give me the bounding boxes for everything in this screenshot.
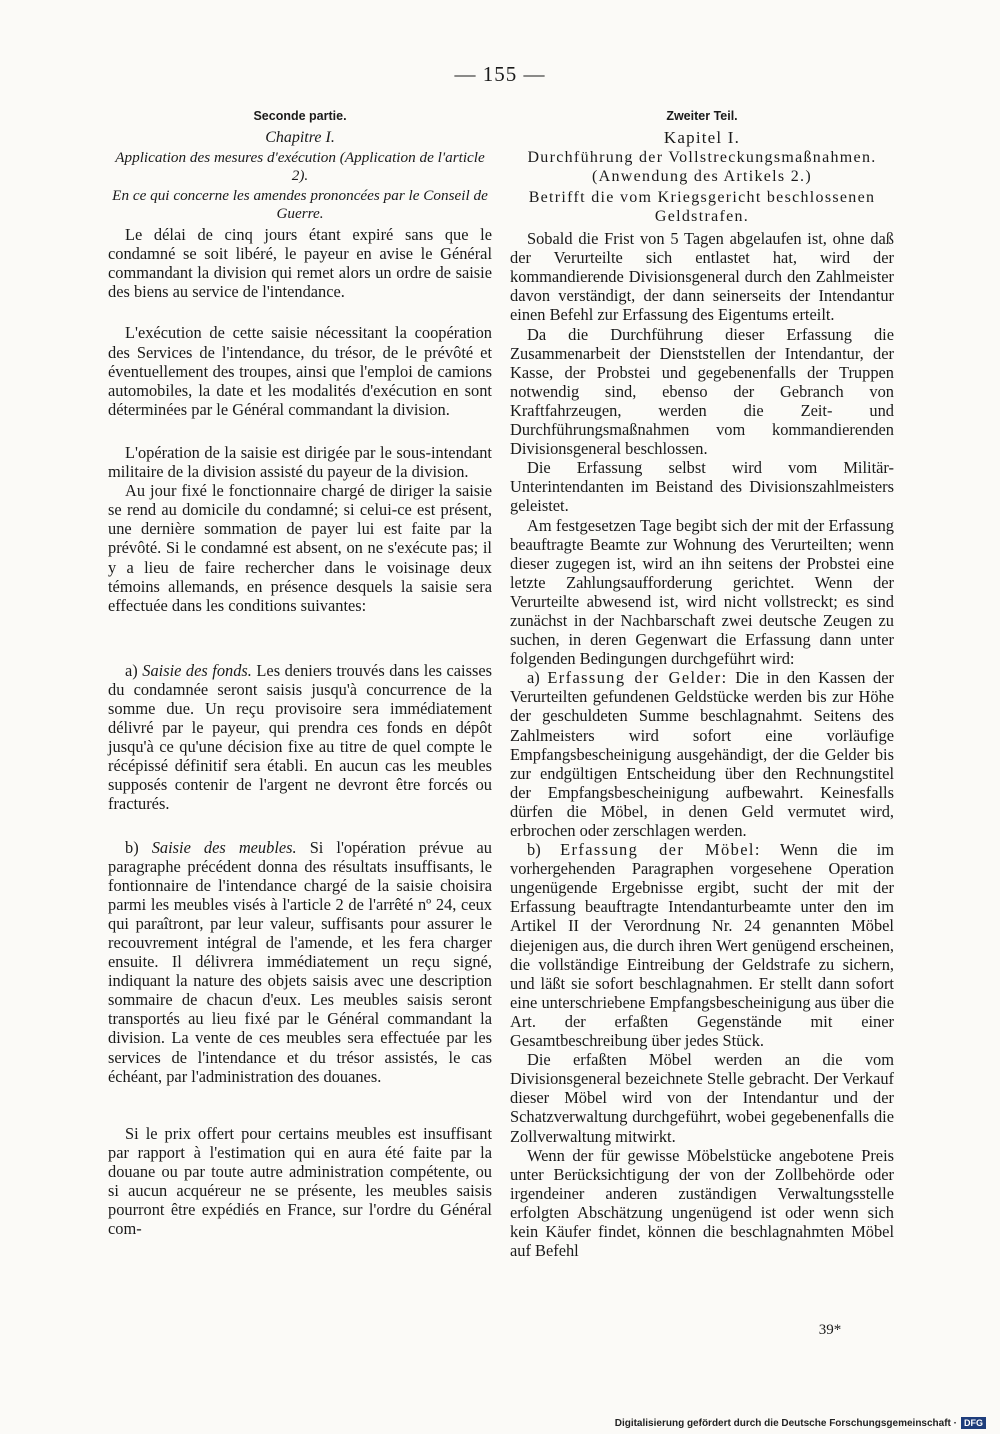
clause-a-text-fr: Les deniers trouvés dans les caisses du condamnée seront saisis jusqu'à concurrence de la somme due. Un reçu provisoire sera immédiatement délivré par le payeur, qui prendra ces fonds en dépôt jusqu'à ce qu'une décision fixe au titre de quel compte le récépissé définitif sera établi. En aucun cas les meubles supposés contenir de l'argent ne devront être forcés ou fracturés. — [108, 660, 492, 814]
clause-a-fr — [108, 661, 492, 814]
page-number: — 155 — — [454, 62, 546, 86]
paragraph-fr-1: Le délai de cinq jours étant expiré sans que le condamné se soit libéré, le payeur en avise le Général commandant la division qui remet alors un ordre de saisie des biens au service de l'intendance. — [108, 225, 492, 302]
french-column — [108, 108, 492, 1328]
paragraph-fr-4: Au jour fixé le fonctionnaire chargé de diriger la saisie se rend au domicile du condamné; si celui-ce est présent, une dernière sommation de payer lui est faite par la prévôté. Si le condamné est absent, on ne s'exécute pas; il y a lieu de faire rechercher dans le voisinage deux témoins allemands, en présence desquels la saisie sera effectuée dans les conditions suivantes: — [108, 481, 492, 615]
chapter-title-de: Kapitel I. — [663, 128, 741, 147]
credit-text: Digitalisierung gefördert durch die Deutsche Forschungsgemeinschaft · — [614, 1417, 957, 1429]
digitization-credit — [615, 1416, 986, 1430]
part-title-de: Zweiter Teil. — [666, 109, 738, 123]
clause-a-de — [510, 668, 894, 840]
clause-b-label-de: b) — [527, 840, 561, 860]
section-heading-de: Durchführung der Vollstreckungsmaßnahmen. (Anwendung des Artikels 2.) — [527, 149, 877, 185]
clause-a-text-de: Die in den Kassen der Verurteilten gefundenen Geldstücke werden bis zur Höhe der geschuldeten Summe beschlagnahmt. Seitens des Zahlmeisters wird sofort eine vorläufige Empfangsbescheinigung ausgehändigt, der die Gelder bis zur endgültigen Entscheidung über den Rechnungstitel der Empfangsbescheinigung aufbewahrt. Keinesfalls dürfen die Möbel, in denen Geld vermutet wird, erbrochen oder zerschlagen werden. — [510, 668, 894, 840]
clause-b-title-fr: Saisie des meubles. — [151, 837, 297, 857]
paragraph-de-4: Am festgesetzen Tage begibt sich der mit der Erfassung beauftragte Beamte zur Wohnung des Verurteilten; wenn dieser zugegen ist, wird an ihn seitens der Probstei eine letzte Zahlungsaufforderung gerichtet. Wenn der Verurteilte abwesend ist, wird nicht vollstreckt; es sind zunächst in der Nachbarschaft zwei deutsche Zeugen zu suchen, in deren Gegenwart die Erfassung dann unter folgenden Bedingungen durchgeführt wird: — [510, 515, 894, 669]
clause-b-de — [510, 840, 894, 1050]
clause-b-fr — [108, 838, 492, 1086]
clause-a-label-fr: a) — [125, 660, 143, 680]
signature-mark: 39* — [818, 1322, 842, 1338]
clause-b-title-de: Erfassung der Möbel: — [560, 840, 761, 860]
paragraph-de-3: Die Erfassung selbst wird vom Militär-Unterintendanten im Beistand des Divisionszahlmeisters geleistet. — [510, 458, 894, 516]
part-title-fr: Seconde partie. — [253, 109, 347, 123]
paragraph-fr-5: Si le prix offert pour certains meubles est insuffisant par rapport à l'estimation qui en aura été faite par la douane ou par toute autre administration compétente, ou si aucun acquéreur ne se présente, les meubles saisis pourront être expédiés en France, sur l'ordre du Général com- — [108, 1123, 492, 1239]
german-column — [510, 108, 894, 1328]
paragraph-fr-2: L'exécution de cette saisie nécessitant la coopération des Services de l'intendance, du trésor, de le prévôté et éventuellement des troupes, ainsi que l'emploi de camions automobiles, la date et les modalités d'exécution en sont déterminées par le Général commandant la division. — [108, 323, 492, 419]
chapter-title-fr: Chapitre I. — [265, 129, 335, 146]
clause-b-label-fr: b) — [125, 837, 152, 857]
clause-a-title-fr: Saisie des fonds. — [142, 660, 252, 680]
clause-b-text-fr: Si l'opération prévue au paragraphe précédent donna des résultats insuffisants, le fontionnaire de l'intendance chargé de la saisie choisira parmi les meubles visés à l'article 2 de l'arrêté nº 24, ceux qui paraîtront, par leur valeur, suffisants pour assurer le recouvrement intégral de l'amende, et les fera charger ensuite. Il délivrera immédiatement un reçu signé, indiquant la nature des objets saisis avec une description sommaire de chacun d'eux. Les meubles saisis seront transportés au lieu fixé par le Général commandant la division. La vente de ces meubles sera effectuée par les services de l'intendance et du trésor assistés, le cas échéant, par l'administration des douanes. — [108, 837, 492, 1086]
subsection-heading-de: Betrifft die vom Kriegsgericht beschlossenen Geldstrafen. — [528, 189, 876, 225]
paragraph-de-6: Wenn der für gewisse Möbelstücke angebotene Preis unter Berücksichtigung der von der Zollbehörde oder irgendeiner anderen zuständigen Verwaltungsstelle erfolgten Abschätzung ungenügend ist oder wenn sich kein Käufer findet, können die beschlagnahmten Möbel auf Befehl — [510, 1145, 894, 1261]
clause-b-text-de: Wenn die im vorhergehenden Paragraphen vorgesehene Operation ungenügende Ergebnisse ergibt, sucht der mit der Erfassung beauftragte Intendanturbeamte unter den im Artikel II der Verordnung Nr. 24 genannten Möbel diejenigen aus, die durch ihren Wert genügend erscheinen, die vollständige Eintreibung der Geldstrafe zu sichern, und läßt sie sofort beschlagnahmen. Er stellt dann sofort eine unterschriebene Empfangsbescheinigung aus über die Art. der erfaßten Gegenstände mit einer Gesamtbeschreibung über jedes Stück. — [510, 840, 894, 1051]
section-heading-fr: Application des mesures d'exécution (Application de l'article 2). — [115, 149, 485, 185]
clause-a-label-de: a) — [527, 668, 548, 688]
paragraph-de-2: Da die Durchführung dieser Erfassung die Zusammenarbeit der Dienststellen der Intendantur, der Kasse, der Probstei und gegebenenfalls der Truppen notwendig sind, ebenso der Gebranch von Kraftfahrzeugen, werden die Zeit- und Durchführungsmaßnahmen vom kommandierenden Divisionsgeneral beschlossen. — [510, 324, 894, 459]
paragraph-de-1: Sobald die Frist von 5 Tagen abgelaufen ist, ohne daß der Verurteilte sich entlastet hat, wird der kommandierende Divisionsgeneral durch den Zahlmeister davon verständigt, der dann seinerseits der Intendantur einen Befehl zur Erfassung des Eigentums erteilt. — [510, 229, 894, 325]
clause-a-title-de: Erfassung der Gelder: — [547, 668, 728, 688]
paragraph-de-5: Die erfaßten Möbel werden an die vom Divisionsgeneral bezeichnete Stelle gebracht. Der Verkauf dieser Möbel wird von der Intendantur und der Schatzverwaltung durchgeführt, wobei gegebenenfalls die Zollverwaltung mitwirkt. — [510, 1050, 894, 1146]
paragraph-fr-3: L'opération de la saisie est dirigée par le sous-intendant militaire de la division assisté du payeur de la division. — [108, 442, 492, 482]
subsection-heading-fr: En ce qui concerne les amendes prononcées par le Conseil de Guerre. — [112, 187, 488, 223]
dfg-logo: DFG — [961, 1417, 986, 1429]
